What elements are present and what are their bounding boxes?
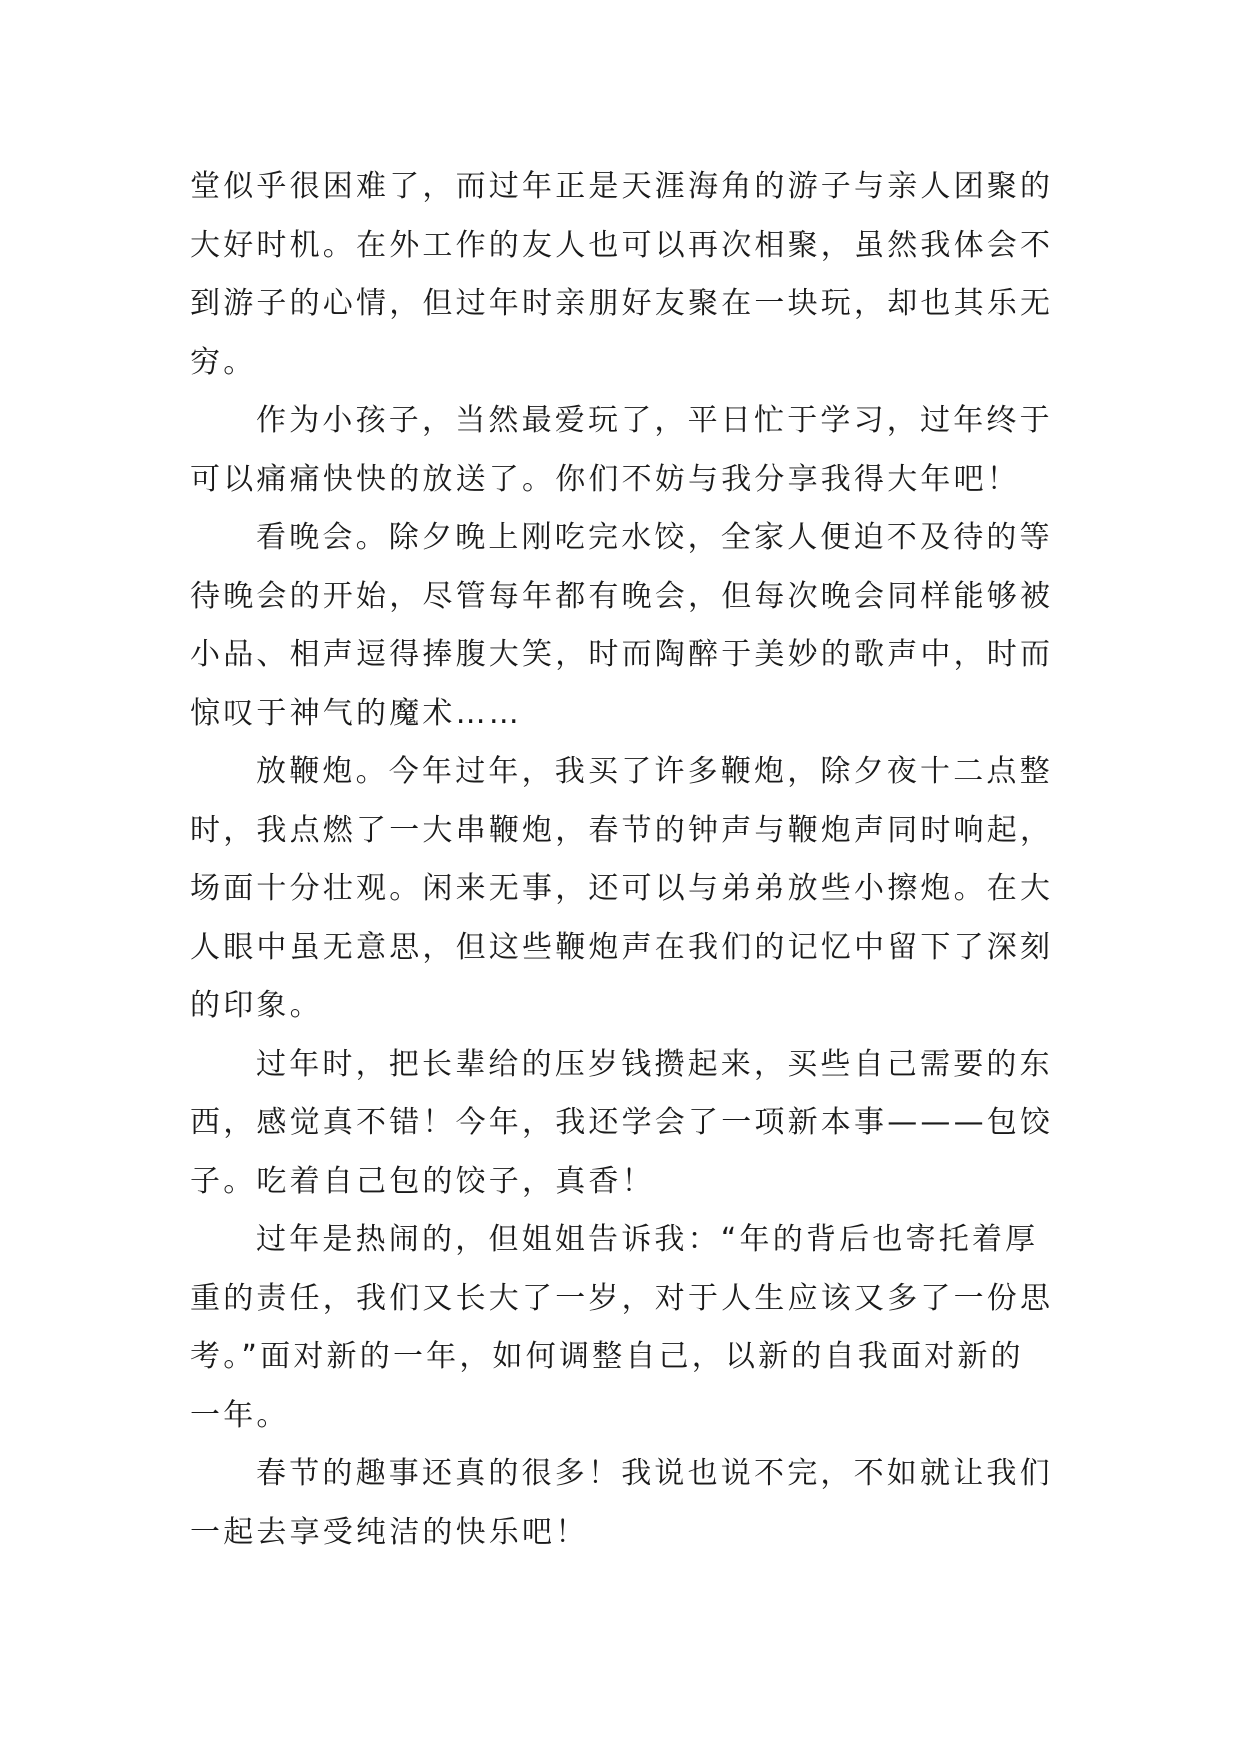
text-line: 到游子的心情，但过年时亲朋好友聚在一块玩，却也其乐无 — [190, 286, 1054, 321]
text-line: 穷。 — [190, 344, 257, 380]
text-line: 子。吃着自己包的饺子，真香！ — [190, 1163, 655, 1199]
paragraph-first-line: 过年是热闹的，但姐姐告诉我：“年的背后也寄托着厚 — [256, 1222, 1039, 1257]
text-line: 惊叹于神气的魔术…… — [190, 695, 522, 731]
text-line: 的印象。 — [190, 988, 323, 1023]
paragraph-first-line: 过年时，把长辈给的压岁钱攒起来，买些自己需要的东 — [256, 1046, 1053, 1082]
paragraph-first-line: 放鞭炮。今年过年，我买了许多鞭炮，除夕夜十二点整 — [256, 754, 1053, 789]
paragraph-first-line: 看晚会。除夕晚上刚吃完水饺，全家人便迫不及待的等 — [256, 520, 1053, 555]
text-line: 考。”面对新的一年，如何调整自己，以新的自我面对新的 — [190, 1339, 1024, 1374]
text-line: 待晚会的开始，尽管每年都有晚会，但每次晚会同样能够被 — [190, 578, 1054, 614]
paragraph-first-line: 春节的趣事还真的很多！我说也说不完，不如就让我们 — [256, 1456, 1053, 1491]
text-line: 场面十分壮观。闲来无事，还可以与弟弟放些小擦炮。在大 — [190, 871, 1054, 906]
text-line: 时，我点燃了一大串鞭炮，春节的钟声与鞭炮声同时响起， — [190, 812, 1054, 848]
text-line: 大好时机。在外工作的友人也可以再次相聚，虽然我体会不 — [190, 227, 1054, 263]
text-line: 堂似乎很困难了，而过年正是天涯海角的游子与亲人团聚的 — [190, 169, 1054, 204]
text-line: 人眼中虽无意思，但这些鞭炮声在我们的记忆中留下了深刻 — [190, 929, 1054, 965]
text-line: 重的责任，我们又长大了一岁，对于人生应该又多了一份思 — [190, 1280, 1054, 1316]
text-line: 可以痛痛快快的放送了。你们不妨与我分享我得大年吧！ — [190, 461, 1020, 497]
paragraph-first-line: 作为小孩子，当然最爱玩了，平日忙于学习，过年终于 — [256, 403, 1053, 438]
text-line: 小品、相声逗得捧腹大笑，时而陶醉于美妙的歌声中，时而 — [190, 637, 1054, 672]
text-line: 西，感觉真不错！今年，我还学会了一项新本事———包饺 — [190, 1105, 1054, 1140]
text-line: 一起去享受纯洁的快乐吧！ — [190, 1514, 589, 1550]
text-line: 一年。 — [190, 1397, 290, 1433]
body-text — [190, 158, 1070, 1562]
